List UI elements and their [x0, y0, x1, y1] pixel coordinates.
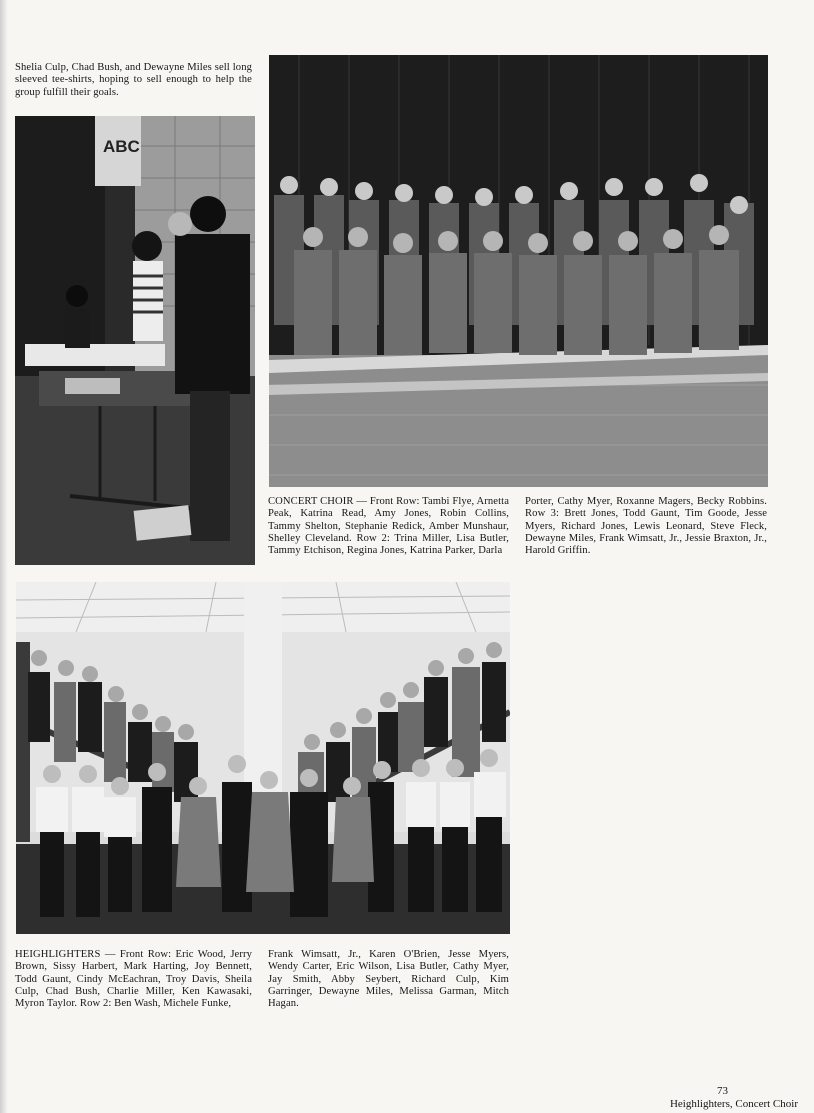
heighlighters-caption-col1: HEIGHLIGHTERS — Front Row: Eric Wood, Jerry Brown, Sissy Harbert, Mark Harting, Joy Bennett, Todd Gaunt, Cindy McEachran, Troy Davis, Sheila Culp, Chad Bush, Charlie Miller, Ken Kawasaki, Myron Taylor. Row 2: Ben Wash, Michele Funke,	[15, 949, 252, 1010]
page-number: 73	[717, 1085, 728, 1097]
heighlighters-photo	[16, 582, 510, 934]
abc-sign-text: ABC	[103, 137, 140, 156]
heighlighters-caption-col2: Frank Wimsatt, Jr., Karen O'Brien, Jesse Myers, Wendy Carter, Eric Wilson, Lisa Butler, Cathy Myer, Jay Smith, Abby Seybert, Richard Culp, Kim Garringer, Dewayne Miles, Melissa Garman, Mitch Hagan.	[268, 949, 509, 1010]
concert-choir-photo	[269, 55, 768, 487]
fundraiser-caption: Shelia Culp, Chad Bush, and Dewayne Miles sell long sleeved tee-shirts, hoping to sell enough to help the group fulfill their goals.	[15, 62, 252, 98]
fundraiser-photo	[15, 116, 255, 565]
concert-choir-caption-col1: CONCERT CHOIR — Front Row: Tambi Flye, Arnetta Peak, Katrina Read, Amy Jones, Robin Collins, Tammy Shelton, Stephanie Redick, Amber Munshaur, Shelley Cleveland. Row 2: Trina Miller, Lisa Butler, Tammy Etchison, Regina Jones, Katrina Parker, Darla	[268, 496, 509, 557]
section-title: Heighlighters, Concert Choir	[669, 1098, 798, 1110]
page-edge-shadow	[0, 0, 8, 1113]
page-footer	[598, 1085, 798, 1111]
concert-choir-caption-col2: Porter, Cathy Myer, Roxanne Magers, Becky Robbins. Row 3: Brett Jones, Todd Gaunt, Tim Goode, Jesse Myers, Richard Jones, Lewis Leonard, Steve Fleck, Dewayne Miles, Frank Wimsatt, Jr., Jessie Braxton, Jr., Harold Griffin.	[525, 496, 767, 557]
